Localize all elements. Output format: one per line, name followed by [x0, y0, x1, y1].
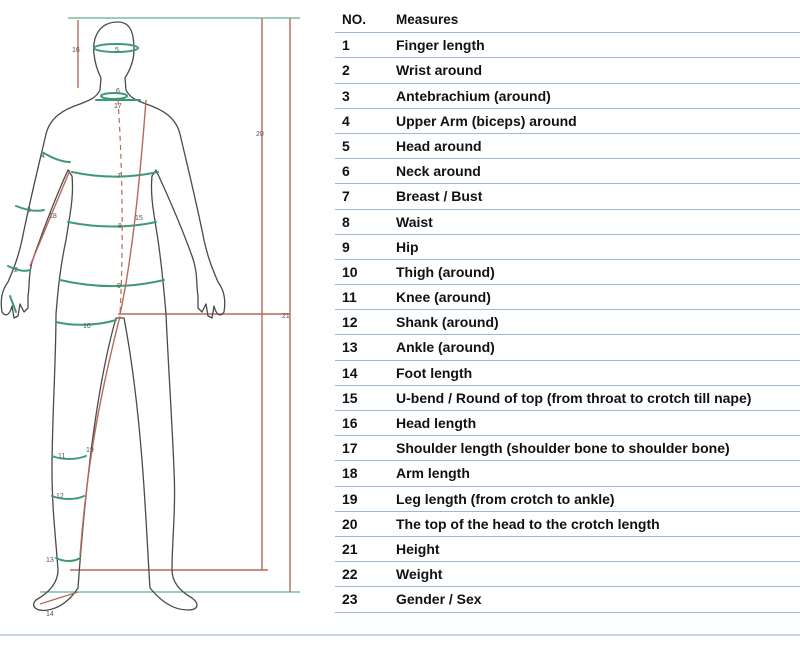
row-number: 14 [342, 364, 358, 381]
measures-table [335, 8, 800, 613]
row-measure-name: Foot length [396, 364, 473, 381]
row-number: 5 [342, 137, 350, 154]
row-measure-name: The top of the head to the crotch length [396, 515, 660, 532]
row-number: 6 [342, 163, 350, 180]
body-figure-svg [0, 0, 320, 640]
row-number: 18 [342, 465, 358, 482]
table-row [335, 487, 800, 512]
u-bend-back-mark [120, 100, 146, 314]
table-row [335, 562, 800, 587]
row-number: 4 [342, 112, 350, 129]
table-row [335, 411, 800, 436]
row-number: 7 [342, 188, 350, 205]
row-measure-name: Finger length [396, 37, 485, 54]
label-13: 13 [46, 557, 54, 564]
row-number: 3 [342, 87, 350, 104]
label-14: 14 [46, 611, 54, 618]
label-10: 10 [83, 323, 91, 330]
row-measure-name: Leg length (from crotch to ankle) [396, 490, 615, 507]
label-6: 6 [116, 88, 120, 95]
waist-mark [68, 222, 156, 227]
row-measure-name: Height [396, 540, 440, 557]
label-15: 15 [135, 215, 143, 222]
table-row [335, 33, 800, 58]
table-row [335, 84, 800, 109]
label-9: 9 [117, 283, 121, 290]
ankle-mark [56, 558, 80, 561]
row-measure-name: U-bend / Round of top (from throat to crotch till nape) [396, 389, 752, 406]
table-row [335, 109, 800, 134]
label-12: 12 [56, 493, 64, 500]
table-rows [335, 33, 800, 612]
row-number: 23 [342, 591, 358, 608]
table-row [335, 436, 800, 461]
table-row [335, 461, 800, 486]
label-5: 5 [115, 47, 119, 54]
row-measure-name: Shoulder length (shoulder bone to shoulder bone) [396, 440, 730, 457]
upper-arm-mark [42, 152, 70, 162]
row-number: 12 [342, 314, 358, 331]
row-measure-name: Head length [396, 415, 477, 431]
row-number: 9 [342, 238, 350, 255]
wrist-mark [8, 266, 30, 271]
row-number: 17 [342, 440, 358, 457]
label-11: 11 [58, 453, 66, 460]
table-row [335, 310, 800, 335]
body-measurement-figure [0, 0, 320, 640]
bottom-divider [0, 634, 800, 636]
label-18: 18 [49, 213, 57, 220]
table-row [335, 159, 800, 184]
row-measure-name: Ankle (around) [396, 339, 495, 356]
neck-around-mark [101, 93, 127, 99]
leg-length-mark [80, 316, 120, 556]
row-number: 11 [342, 289, 357, 306]
table-row [335, 260, 800, 285]
row-measure-name: Wrist around [396, 62, 483, 79]
row-number: 1 [342, 37, 350, 54]
table-row [335, 587, 800, 612]
label-16: 16 [72, 47, 80, 54]
table-row [335, 235, 800, 260]
row-measure-name: Upper Arm (biceps) around [396, 112, 577, 129]
row-measure-name: Thigh (around) [396, 263, 495, 280]
u-bend-front-mark [118, 100, 122, 314]
label-19: 19 [86, 447, 94, 454]
row-number: 19 [342, 490, 358, 507]
row-number: 8 [342, 213, 350, 230]
row-measure-name: Neck around [396, 163, 481, 180]
label-20: 20 [256, 131, 264, 138]
row-measure-name: Waist [396, 213, 433, 230]
table-row [335, 184, 800, 209]
row-measure-name: Head around [396, 137, 482, 154]
row-measure-name: Antebrachium (around) [396, 87, 551, 104]
label-7: 7 [117, 173, 121, 180]
row-number: 13 [342, 339, 358, 356]
table-row [335, 335, 800, 360]
label-2: 2 [14, 267, 18, 274]
row-number: 2 [342, 62, 350, 79]
hip-mark [60, 280, 164, 286]
row-number: 21 [342, 540, 358, 557]
row-measure-name: Weight [396, 566, 443, 583]
table-header [335, 8, 800, 33]
row-number: 10 [342, 263, 358, 280]
row-number: 16 [342, 415, 358, 431]
table-row [335, 537, 800, 562]
row-number: 20 [342, 515, 358, 532]
row-measure-name: Hip [396, 238, 419, 255]
row-number: 22 [342, 566, 358, 583]
label-21: 21 [282, 313, 290, 320]
table-row [335, 386, 800, 411]
body-outline [1, 22, 225, 610]
row-measure-name: Breast / Bust [396, 188, 483, 205]
row-measure-name: Knee (around) [396, 289, 491, 306]
table-row [335, 512, 800, 537]
table-row [335, 361, 800, 386]
label-3: 3 [27, 207, 31, 214]
table-row [335, 210, 800, 235]
row-measure-name: Gender / Sex [396, 591, 482, 608]
header-no: NO. [342, 12, 367, 27]
table-row [335, 58, 800, 83]
row-number: 15 [342, 389, 358, 406]
row-measure-name: Shank (around) [396, 314, 499, 331]
label-17: 17 [114, 103, 122, 110]
bust-mark [72, 172, 158, 177]
header-measures: Measures [396, 12, 459, 27]
table-row [335, 134, 800, 159]
table-row [335, 285, 800, 310]
label-4: 4 [41, 153, 45, 160]
label-8: 8 [118, 223, 122, 230]
row-measure-name: Arm length [396, 465, 470, 482]
